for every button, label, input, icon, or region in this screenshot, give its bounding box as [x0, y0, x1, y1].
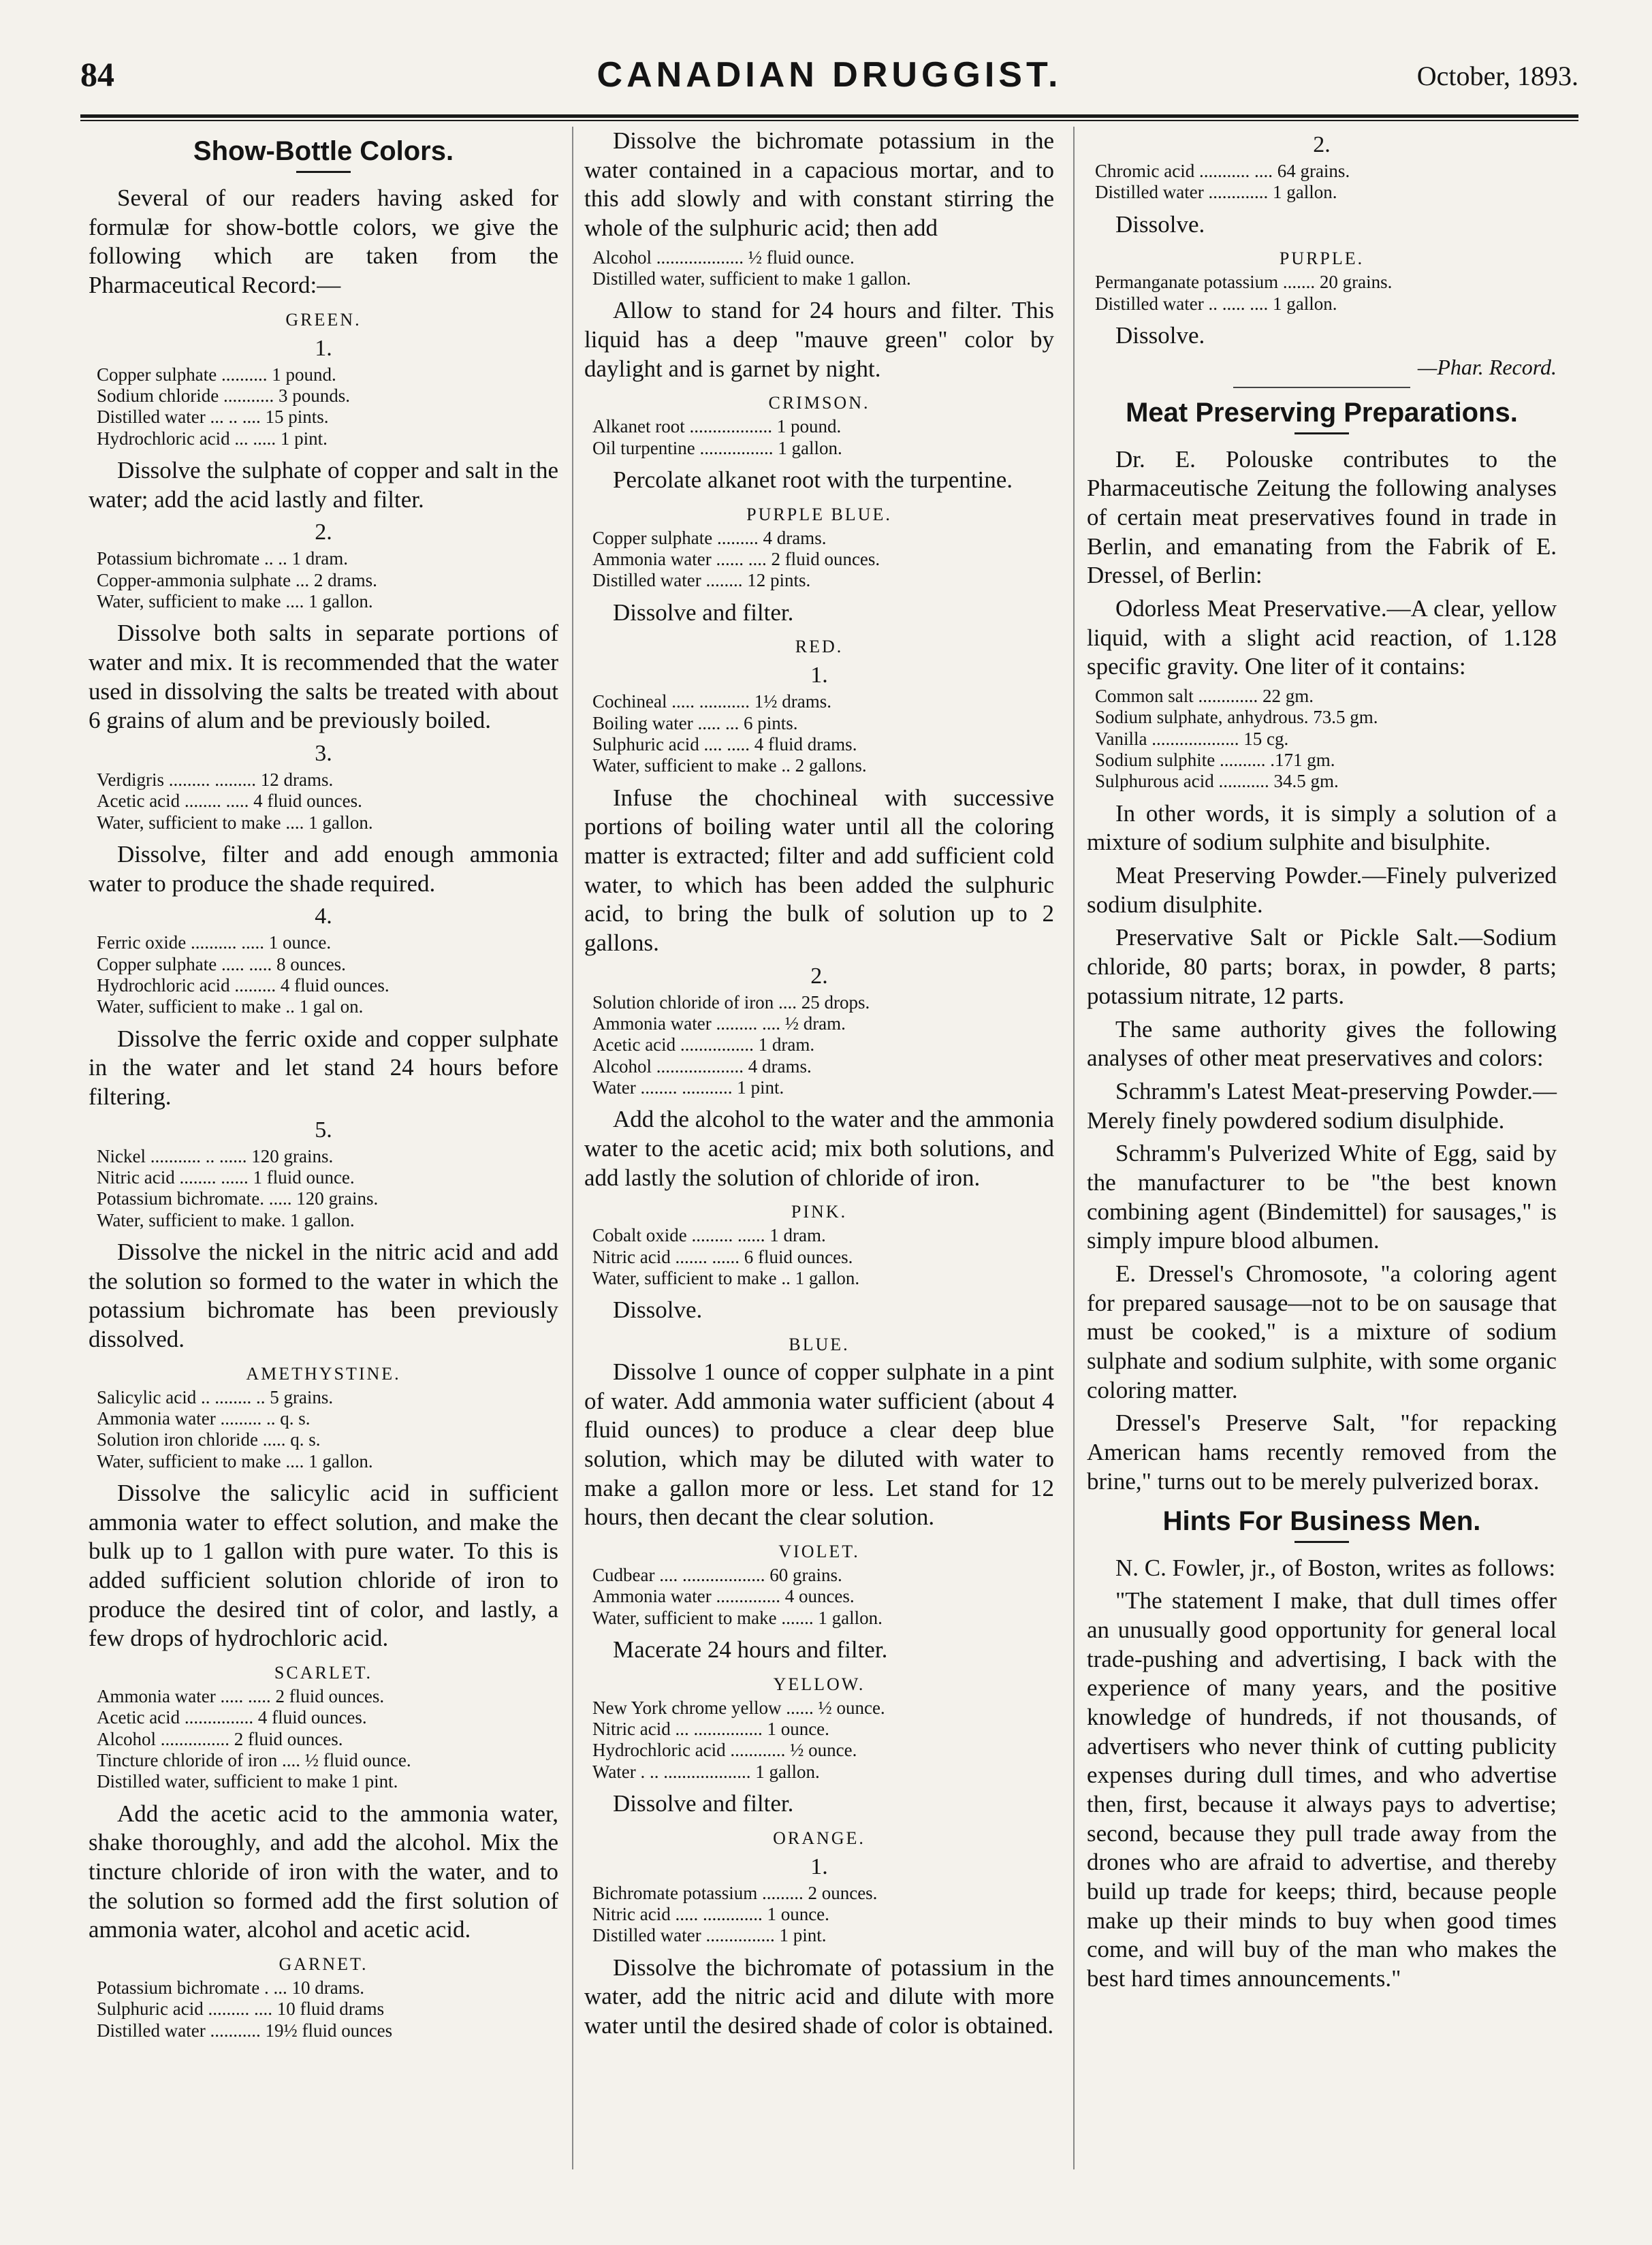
ingredient-line: Acetic acid ................ 1 dram.: [592, 1034, 815, 1055]
ingredient-list: [97, 1387, 558, 1472]
ingredient-line: Sodium sulphite .......... .171 gm.: [1095, 750, 1335, 771]
ingredient-line: Nitric acid ....... ...... 6 fluid ounces.: [592, 1246, 853, 1267]
ingredient-list: [97, 1146, 558, 1231]
ingredient-line: Oil turpentine ................ 1 gallon.: [592, 437, 842, 458]
ingredient-line: Water, sufficient to make .... 1 gallon.: [97, 1450, 373, 1471]
ingredient-line: Water, sufficient to make ....... 1 gallon.: [592, 1607, 883, 1628]
formula-number: 2.: [1313, 132, 1331, 157]
paragraph: Dissolve the bichromate of potassium in the water, add the nitric acid and dilute with more water until the desired shade of color is obtained.: [584, 1954, 1054, 2039]
paragraph: E. Dressel's Chromosote, "a coloring agent for prepared sausage—not to be on sausage that must be cooked," is a mixture of sodium sulphate and sodium sulphite, with some organic coloring matter.: [1087, 1260, 1557, 1403]
subheading: BLUE.: [789, 1335, 850, 1354]
ingredient-line: Potassium bichromate . ... 10 drams.: [97, 1977, 364, 1999]
ingredient-line: Chromic acid ........... .... 64 grains.: [1095, 161, 1350, 181]
ingredient-line: Common salt ............. 22 gm.: [1095, 686, 1314, 707]
ingredient-line: Vanilla ................... 15 cg.: [1095, 728, 1289, 749]
ingredient-line: Alkanet root .................. 1 pound.: [592, 416, 842, 437]
issue-date: October, 1893.: [1416, 61, 1578, 91]
section-title: Hints For Business Men.: [1162, 1506, 1481, 1536]
ingredient-line: Ferric oxide .......... ..... 1 ounce.: [97, 932, 332, 953]
ingredient-line: Solution iron chloride ..... q. s.: [97, 1429, 321, 1450]
formula-number: 2.: [315, 520, 332, 545]
paragraph: Dissolve and filter.: [613, 599, 794, 626]
ingredient-line: Distilled water, sufficient to make 1 gallon.: [592, 268, 911, 289]
subheading: PINK.: [791, 1202, 848, 1222]
ingredient-line: Alcohol ............... 2 fluid ounces.: [97, 1728, 343, 1749]
title-underline: [296, 171, 351, 173]
paragraph: Dissolve and filter.: [613, 1790, 794, 1817]
paragraph: N. C. Fowler, jr., of Boston, writes as follows:: [1115, 1554, 1556, 1581]
ingredient-list: [1095, 686, 1557, 793]
paragraph: Macerate 24 hours and filter.: [613, 1636, 888, 1663]
paragraph: Dissolve the nickel in the nitric acid and add the solution so formed to the water in which the potassium bichromate has been previously dissolved.: [89, 1238, 558, 1352]
ingredient-list: [97, 1977, 558, 2041]
ingredient-list: [592, 528, 1054, 592]
paragraph: Preservative Salt or Pickle Salt.—Sodium chloride, 80 parts; borax, in powder, 8 parts; potassium nitrate, 12 parts.: [1087, 924, 1557, 1009]
ingredient-line: Sulphuric acid .... ..... 4 fluid drams.: [592, 734, 857, 754]
source-credit: —Phar. Record.: [1417, 354, 1557, 379]
ingredient-list: [97, 932, 558, 1017]
subheading: PURPLE BLUE.: [746, 504, 892, 524]
paragraph: Dressel's Preserve Salt, "for repacking American hams recently removed from the brine," turns out to be merely pulverized borax.: [1087, 1410, 1557, 1495]
ingredient-line: Copper-ammonia sulphate ... 2 drams.: [97, 569, 377, 590]
ingredient-line: Water, sufficient to make .. 1 gal on.: [97, 996, 364, 1017]
ingredient-line: Sodium sulphate, anhydrous. 73.5 gm.: [1095, 707, 1378, 728]
page-header: [80, 54, 1578, 102]
ingredient-line: Distilled water ............. 1 gallon.: [1095, 182, 1337, 203]
paragraph: "The statement I make, that dull times offer an unusually good opportunity for general local trade-pushing and advertising, I back with the experience of many years, and the positive knowledge of hundreds, if not thousands, of advertisers who never think of cutting publicity expenses during dull times, and who advertise then, first, because it always pays to advertise; second, because they pull trade away from the drones who are afraid to advertise, and thereby build up trade for keeps; third, because people make up their minds to buy when good times come, and will buy of the man who makes the best hard times announcements.": [1087, 1587, 1557, 1992]
ingredient-list: [592, 416, 1054, 459]
ingredient-line: Nitric acid ..... ............. 1 ounce.: [592, 1904, 829, 1924]
ingredient-list: [97, 1686, 558, 1793]
ingredient-line: Distilled water ........ 12 pints.: [592, 570, 811, 591]
subheading: VIOLET.: [778, 1542, 860, 1562]
paragraph: Dissolve the bichromate potassium in the water contained in a capacious mortar, and to this add slowly and with constant stirring the whole of the sulphuric acid; then add: [584, 127, 1054, 242]
formula-number: 2.: [810, 963, 828, 989]
page-number: 84: [80, 55, 114, 93]
ingredient-line: Ammonia water ...... .... 2 fluid ounces.: [592, 549, 880, 570]
subheading: PURPLE.: [1279, 249, 1365, 269]
section-title: Meat Preserving Preparations.: [1126, 397, 1518, 428]
paragraph: Dissolve the salicylic acid in sufficient ammonia water to effect solution, and make the bulk up to 1 gallon with pure water. To this is added sufficient solution chloride of iron to produce the desired tint of color, and lastly, a few drops of hydrochloric acid.: [89, 1479, 558, 1652]
ingredient-line: Hydrochloric acid ... ..... 1 pint.: [97, 428, 328, 449]
formula-number: 1.: [315, 335, 332, 361]
paragraph: Dissolve.: [613, 1296, 703, 1324]
ingredient-line: Water, sufficient to make .... 1 gallon.: [97, 591, 373, 611]
ingredient-line: Tincture chloride of iron .... ½ fluid ounce.: [97, 1750, 411, 1770]
ingredient-line: Cudbear .... .................. 60 grains.: [592, 1565, 842, 1586]
paragraph: The same authority gives the following analyses of other meat preservatives and colors:: [1087, 1015, 1557, 1072]
ingredient-line: Cochineal ..... ........... 1½ drams.: [592, 691, 831, 712]
subheading: GARNET.: [279, 1954, 368, 1975]
paragraph: Add the acetic acid to the ammonia water, shake thoroughly, and add the alcohol. Mix the tincture chloride of iron with the water, and to the solution so formed add the first solution of ammonia water, alcohol and acetic acid.: [89, 1800, 558, 1943]
ingredient-list: [1095, 272, 1557, 315]
ingredient-line: Water ........ ........... 1 pint.: [592, 1077, 784, 1098]
subheading: AMETHYSTINE.: [246, 1363, 401, 1384]
paragraph: Add the alcohol to the water and the ammonia water to the acetic acid; mix both solutions, and add lastly the solution of chloride of iron.: [584, 1106, 1054, 1191]
paragraph: Several of our readers having asked for formulæ for show-bottle colors, we give the following which are taken from the Pharmaceutical Record:—: [89, 185, 558, 299]
subheading: ORANGE.: [773, 1828, 865, 1848]
ingredient-line: Sulphurous acid ........... 34.5 gm.: [1095, 771, 1339, 792]
paragraph: Dissolve.: [1115, 210, 1205, 238]
ingredient-line: Bichromate potassium ......... 2 ounces.: [592, 1882, 878, 1903]
ingredient-line: Water, sufficient to make .... 1 gallon.: [97, 812, 373, 833]
ingredient-line: Ammonia water ..... ..... 2 fluid ounces.: [97, 1686, 385, 1707]
title-underline: [1294, 1541, 1349, 1543]
paragraph: Dissolve the sulphate of copper and salt in the water; add the acid lastly and filter.: [89, 457, 558, 513]
ingredient-line: Water . .. ................... 1 gallon.: [592, 1761, 820, 1782]
ingredient-line: Copper sulphate ......... 4 drams.: [592, 527, 827, 548]
paragraph: Dissolve, filter and add enough ammonia water to produce the shade required.: [89, 841, 558, 897]
ingredient-line: Sulphuric acid ......... .... 10 fluid drams: [97, 1999, 385, 2020]
paragraph: Dissolve the ferric oxide and copper sulphate in the water and let stand 24 hours before filtering.: [89, 1025, 558, 1110]
formula-number: 5.: [315, 1117, 332, 1143]
ingredient-line: Distilled water, sufficient to make 1 pint.: [97, 1771, 398, 1792]
paragraph: Schramm's Latest Meat-preserving Powder.—Merely finely powdered sodium disulphide.: [1087, 1077, 1557, 1134]
ingredient-line: Ammonia water .............. 4 ounces.: [592, 1586, 855, 1607]
ingredient-line: Copper sulphate ..... ..... 8 ounces.: [97, 953, 346, 974]
ingredient-line: Cobalt oxide ......... ...... 1 dram.: [592, 1225, 826, 1246]
subheading: YELLOW.: [773, 1674, 865, 1694]
separator: [1233, 387, 1410, 388]
ingredient-line: New York chrome yellow ...... ½ ounce.: [592, 1697, 885, 1718]
paragraph: Percolate alkanet root with the turpentine.: [613, 466, 1013, 494]
formula-number: 4.: [315, 904, 332, 929]
ingredient-line: Alcohol ................... 4 drams.: [592, 1055, 812, 1077]
formula-number: 1.: [810, 663, 828, 688]
ingredient-line: Boiling water ..... ... 6 pints.: [592, 712, 798, 733]
ingredient-line: Acetic acid ............... 4 fluid ounces.: [97, 1707, 367, 1728]
ingredient-line: Hydrochloric acid ............ ½ ounce.: [592, 1740, 857, 1761]
ingredient-line: Alcohol ................... ½ fluid ounce.: [592, 246, 855, 268]
paragraph: Dr. E. Polouske contributes to the Pharmaceutische Zeitung the following analyses of certain meat preservatives found in trade in Berlin, and emanating from the Fabrik of E. Dressel, of Berlin:: [1087, 445, 1557, 589]
formula-number: 3.: [315, 741, 332, 767]
column-divider: [1073, 127, 1075, 2169]
ingredient-list: [97, 548, 558, 612]
ingredient-list: [592, 1883, 1054, 1947]
ingredient-line: Permanganate potassium ....... 20 grains.: [1095, 272, 1393, 293]
paragraph: Infuse the chochineal with successive portions of boiling water until all the coloring matter is extracted; filter and add sufficient cold water, to which has been added the sulphuric acid, to bring the bulk of solution up to 2 gallons.: [584, 784, 1054, 957]
column-3: [1087, 127, 1557, 1998]
subheading: RED.: [795, 637, 844, 657]
subheading: SCARLET.: [274, 1663, 373, 1683]
masthead: CANADIAN DRUGGIST.: [597, 55, 1062, 95]
ingredient-list: [592, 1565, 1054, 1629]
paragraph: Odorless Meat Preservative.—A clear, yellow liquid, with a slight acid reaction, of 1.128 specific gravity. One liter of it contains:: [1087, 595, 1557, 680]
column-2: [584, 127, 1054, 2045]
ingredient-list: [1095, 161, 1557, 204]
ingredient-line: Potassium bichromate. ..... 120 grains.: [97, 1188, 379, 1209]
ingredient-line: Distilled water ............... 1 pint.: [592, 1925, 827, 1946]
ingredient-line: Ammonia water ......... .... ½ dram.: [592, 1013, 846, 1034]
ingredient-line: Ammonia water ......... .. q. s.: [97, 1408, 311, 1429]
subheading: CRIMSON.: [768, 393, 870, 413]
ingredient-list: [592, 992, 1054, 1099]
paragraph: Dissolve.: [1115, 321, 1205, 349]
ingredient-line: Distilled water .. ..... .... 1 gallon.: [1095, 293, 1337, 314]
paragraph: Meat Preserving Powder.—Finely pulverized sodium disulphite.: [1087, 862, 1557, 918]
ingredient-line: Distilled water ... .. .... 15 pints.: [97, 407, 329, 428]
ingredient-line: Hydrochloric acid ......... 4 fluid ounces.: [97, 975, 390, 996]
paragraph: In other words, it is simply a solution of a mixture of sodium sulphite and bisulphite.: [1087, 799, 1557, 856]
column-1: [89, 127, 558, 2048]
paragraph: Dissolve both salts in separate portions of water and mix. It is recommended that the water used in dissolving the salts be treated with about 6 grains of alum and be previously boiled.: [89, 620, 558, 734]
ingredient-list: [97, 769, 558, 833]
column-divider: [572, 127, 573, 2169]
ingredient-list: [97, 364, 558, 449]
ingredient-line: Salicylic acid .. ........ .. 5 grains.: [97, 1386, 334, 1407]
ingredient-list: [592, 1225, 1054, 1289]
ingredient-line: Copper sulphate .......... 1 pound.: [97, 364, 336, 385]
ingredient-line: Water, sufficient to make .. 2 gallons.: [592, 755, 867, 776]
ingredient-line: Water, sufficient to make. 1 gallon.: [97, 1209, 355, 1230]
ingredient-line: Solution chloride of iron .... 25 drops.: [592, 991, 870, 1013]
ingredient-line: Acetic acid ........ ..... 4 fluid ounces.: [97, 791, 362, 812]
ingredient-line: Distilled water ........... 19½ fluid ounces: [97, 2020, 393, 2041]
paragraph: Schramm's Pulverized White of Egg, said by the manufacturer to be "the best known combining agent (Bindemittel) for sausages," is simply impure blood albumen.: [1087, 1140, 1557, 1254]
ingredient-line: Nickel ........... .. ...... 120 grains.: [97, 1145, 334, 1166]
section-title: Show-Bottle Colors.: [193, 136, 454, 166]
ingredient-line: Nitric acid ... ............... 1 ounce.: [592, 1719, 829, 1740]
ingredient-line: Verdigris ......... ......... 12 drams.: [97, 769, 334, 791]
ingredient-line: Potassium bichromate .. .. 1 dram.: [97, 548, 348, 569]
subheading: GREEN.: [285, 309, 362, 330]
ingredient-list: [592, 691, 1054, 776]
paragraph: Dissolve 1 ounce of copper sulphate in a pint of water. Add ammonia water sufficient (about 4 fluid ounces) to produce a clear deep blue solution, which may be diluted with water to make a gallon more or less. Let stand for 12 hours, then decant the clear solution.: [584, 1358, 1054, 1531]
ingredient-list: [592, 247, 1054, 290]
formula-number: 1.: [810, 1853, 828, 1879]
header-rule: [80, 114, 1578, 118]
title-underline: [1294, 432, 1349, 434]
ingredient-list: [592, 1698, 1054, 1783]
ingredient-line: Water, sufficient to make .. 1 gallon.: [592, 1268, 860, 1288]
header-rule-thin: [80, 120, 1578, 121]
ingredient-line: Sodium chloride ........... 3 pounds.: [97, 385, 350, 407]
paragraph: Allow to stand for 24 hours and filter. This liquid has a deep "mauve green" color by daylight and is garnet by night.: [584, 297, 1054, 382]
ingredient-line: Nitric acid ........ ...... 1 fluid ounce.: [97, 1167, 355, 1188]
